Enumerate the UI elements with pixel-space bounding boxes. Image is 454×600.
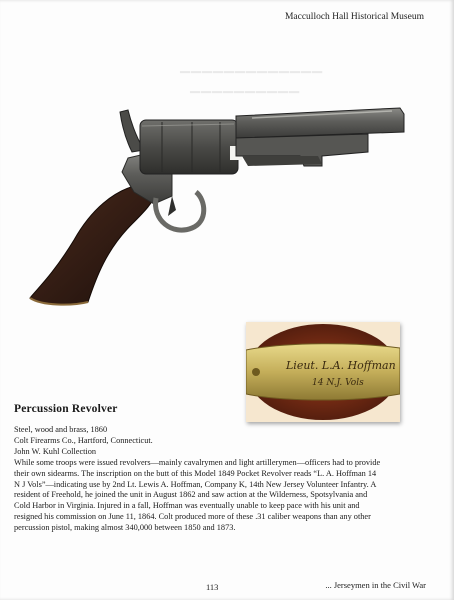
running-header: Macculloch Hall Historical Museum: [284, 12, 424, 22]
artifact-details: [14, 425, 434, 457]
description-line: resigned his commission on June 11, 1864. Colt produced more of these .31 caliber weapons than any other: [14, 511, 371, 521]
artifact-title: Percussion Revolver: [14, 403, 118, 415]
description-line: N J Vols”—indicating use by 2nd Lt. Lewis A. Hoffman, Company K, 14th New Jersey Volunteer Infantry. A: [14, 479, 377, 489]
bleed-through-text: ▁▁▁▁▁▁▁▁▁▁▁▁▁: [180, 58, 323, 73]
inscription-line-2: 14 N.J. Vols: [312, 378, 364, 388]
revolver-photo: [22, 100, 412, 310]
artifact-collection: John W. Kuhl Collection: [14, 446, 97, 456]
page-number: 113: [206, 582, 219, 592]
description-line: percussion pistol, making almost 340,000 between 1850 and 1873.: [14, 522, 236, 532]
description-line: their own sidearms. The inscription on the butt of this Model 1849 Pocket Revolver reads “L. A. Hoffman 14: [14, 468, 377, 478]
description-line: Cold Harbor in Virginia. Injured in a fall, Hoffman was eventually unable to keep pace with his unit and: [14, 501, 360, 511]
description-line: While some troops were issued revolvers—mainly cavalrymen and light artillerymen—officers had to provide: [14, 458, 381, 467]
running-footer: ... Jerseymen in the Civil War: [325, 580, 426, 590]
bleed-through-text: ▁▁▁▁▁▁▁▁▁▁: [190, 78, 300, 93]
inscription-detail-photo: [246, 322, 400, 422]
artifact-description: [14, 458, 426, 534]
inscription-line-1: Lieut. L.A. Hoffman: [286, 359, 396, 372]
artifact-materials: Steel, wood and brass, 1860: [14, 425, 108, 434]
artifact-maker: Colt Firearms Co., Hartford, Connecticut.: [14, 435, 153, 445]
description-line: resident of Freehold, he joined the unit in August 1862 and saw action at the Wilderness, Spotsylvania and: [14, 490, 368, 500]
